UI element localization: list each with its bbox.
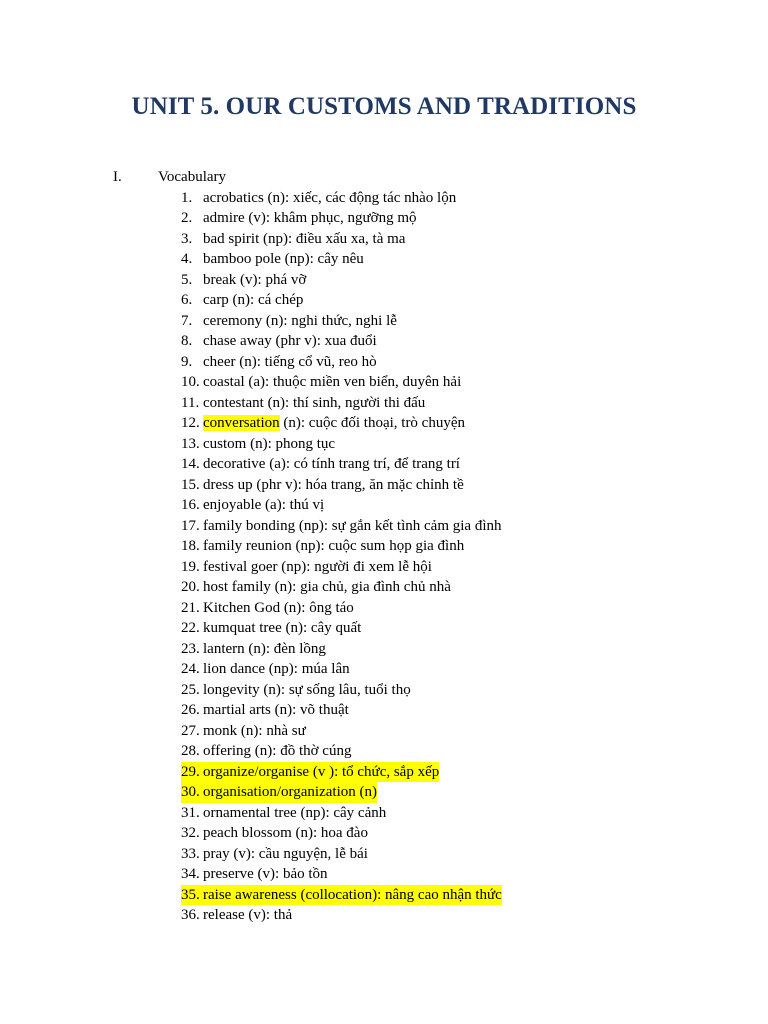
list-item-text: decorative (a): có tính trang trí, để trang trí bbox=[203, 456, 460, 472]
list-item-text: bamboo pole (np): cây nêu bbox=[203, 251, 364, 267]
list-item bbox=[0, 721, 768, 742]
section-title: Vocabulary bbox=[158, 169, 227, 185]
list-item bbox=[0, 311, 768, 332]
list-item-text: release (v): thả bbox=[203, 907, 293, 923]
list-item bbox=[0, 782, 768, 803]
list-item-number: 2. bbox=[181, 210, 193, 226]
list-item-number: 24. bbox=[181, 661, 200, 677]
list-item-text: ornamental tree (np): cây cảnh bbox=[203, 804, 387, 821]
list-item-text: monk (n): nhà sư bbox=[203, 722, 306, 739]
list-item bbox=[0, 249, 768, 270]
list-item-number: 15. bbox=[181, 476, 200, 493]
list-item bbox=[0, 680, 768, 701]
list-item-number: 3. bbox=[181, 230, 193, 247]
list-item-text: admire (v): khâm phục, ngưỡng mộ bbox=[203, 210, 417, 226]
list-item-text: kumquat tree (n): cây quất bbox=[203, 620, 362, 636]
list-item-number: 25. bbox=[181, 681, 200, 698]
list-item-number: 5. bbox=[181, 271, 193, 288]
list-item-number: 36. bbox=[181, 907, 200, 923]
list-item bbox=[0, 229, 768, 250]
list-item-text: lantern (n): đèn lồng bbox=[203, 640, 326, 657]
list-item-number: 26. bbox=[181, 702, 200, 718]
list-item-text: custom (n): phong tục bbox=[203, 435, 336, 452]
list-item-text: coastal (a): thuộc miền ven biển, duyên hải bbox=[203, 374, 462, 390]
list-item bbox=[0, 208, 768, 229]
list-item-number: 9. bbox=[181, 353, 193, 370]
list-item bbox=[0, 618, 768, 639]
list-item-text: host family (n): gia chủ, gia đình chủ nhà bbox=[203, 579, 451, 595]
list-item bbox=[0, 700, 768, 721]
list-item-number: 23. bbox=[181, 640, 200, 657]
list-item bbox=[0, 844, 768, 865]
list-item bbox=[0, 885, 768, 906]
list-item-number: 33. bbox=[181, 845, 200, 862]
list-item-number: 31. bbox=[181, 804, 200, 821]
list-item-text: Kitchen God (n): ông táo bbox=[203, 599, 354, 616]
list-item bbox=[0, 475, 768, 496]
list-item-definition: (n): cuộc đối thoại, trò chuyện bbox=[279, 415, 466, 431]
list-item bbox=[0, 762, 768, 783]
list-item-text: longevity (n): sự sống lâu, tuổi thọ bbox=[203, 681, 411, 698]
list-item bbox=[0, 495, 768, 516]
list-item bbox=[0, 454, 768, 475]
list-item-text: organize/organise (v ): tổ chức, sắp xếp bbox=[203, 762, 439, 783]
list-item-number: 18. bbox=[181, 538, 200, 554]
list-item bbox=[0, 393, 768, 414]
list-item-number: 13. bbox=[181, 435, 200, 452]
list-item-text: bad spirit (np): điều xấu xa, tà ma bbox=[203, 230, 406, 247]
list-item-number: 1. bbox=[181, 189, 193, 206]
list-item bbox=[0, 577, 768, 598]
list-item-number: 14. bbox=[181, 456, 200, 472]
list-item-number: 35. bbox=[181, 885, 204, 906]
list-item-number: 21. bbox=[181, 599, 200, 616]
list-item bbox=[0, 598, 768, 619]
list-item-number: 11. bbox=[181, 394, 200, 411]
list-item-number: 7. bbox=[181, 312, 193, 329]
list-item-text: dress up (phr v): hóa trang, ăn mặc chỉnh tề bbox=[203, 476, 464, 493]
list-item-text: carp (n): cá chép bbox=[203, 292, 304, 308]
list-item-text: acrobatics (n): xiếc, các động tác nhào lộn bbox=[203, 189, 457, 206]
list-item-text: cheer (n): tiếng cổ vũ, reo hò bbox=[203, 353, 377, 370]
list-item-text: preserve (v): bảo tồn bbox=[203, 866, 328, 882]
list-item-text: pray (v): cầu nguyện, lễ bái bbox=[203, 845, 368, 862]
list-item-number: 34. bbox=[181, 866, 200, 882]
list-item-number: 6. bbox=[181, 292, 193, 308]
list-item-number: 19. bbox=[181, 558, 200, 575]
list-item bbox=[0, 290, 768, 311]
highlighted-word: conversation bbox=[203, 415, 280, 431]
list-item bbox=[0, 516, 768, 537]
list-item-text: break (v): phá vỡ bbox=[203, 271, 307, 288]
list-item-number: 17. bbox=[181, 517, 200, 534]
list-item bbox=[0, 905, 768, 926]
list-item bbox=[0, 270, 768, 291]
list-item-number: 29. bbox=[181, 762, 204, 783]
list-item bbox=[0, 741, 768, 762]
list-item bbox=[0, 331, 768, 352]
list-item-number: 12. bbox=[181, 415, 200, 431]
list-item bbox=[0, 659, 768, 680]
vocabulary-list bbox=[0, 188, 768, 926]
list-item-text: raise awareness (collocation): nâng cao nhận thức bbox=[203, 885, 502, 906]
list-item-text: organisation/organization (n) bbox=[203, 782, 377, 803]
list-item bbox=[0, 823, 768, 844]
list-item-number: 22. bbox=[181, 620, 200, 636]
list-item-text: family bonding (np): sự gắn kết tình cảm gia đình bbox=[203, 517, 502, 534]
list-item-number: 10. bbox=[181, 374, 200, 390]
list-item bbox=[0, 352, 768, 373]
list-item-number: 32. bbox=[181, 825, 200, 841]
list-item-text bbox=[203, 413, 465, 434]
list-item-text: contestant (n): thí sinh, người thi đấu bbox=[203, 394, 426, 411]
list-item-text: family reunion (np): cuộc sum họp gia đình bbox=[203, 538, 465, 554]
list-item bbox=[0, 434, 768, 455]
list-item-text: lion dance (np): múa lân bbox=[203, 661, 350, 677]
section-number: I. bbox=[113, 169, 122, 185]
list-item-text: peach blossom (n): hoa đào bbox=[203, 825, 368, 841]
list-item-number: 28. bbox=[181, 743, 200, 759]
list-item-number: 16. bbox=[181, 497, 200, 513]
list-item-text: offering (n): đồ thờ cúng bbox=[203, 743, 352, 759]
list-item bbox=[0, 803, 768, 824]
list-item-number: 27. bbox=[181, 722, 200, 739]
list-item bbox=[0, 639, 768, 660]
list-item bbox=[0, 864, 768, 885]
list-item-text: martial arts (n): võ thuật bbox=[203, 702, 349, 718]
page-title: UNIT 5. OUR CUSTOMS AND TRADITIONS bbox=[131, 93, 637, 120]
list-item bbox=[0, 188, 768, 209]
list-item-text: festival goer (np): người đi xem lễ hội bbox=[203, 558, 432, 575]
list-item-text: ceremony (n): nghi thức, nghi lễ bbox=[203, 312, 397, 329]
list-item-number: 20. bbox=[181, 579, 200, 595]
list-item bbox=[0, 557, 768, 578]
list-item-text: chase away (phr v): xua đuổi bbox=[203, 333, 377, 349]
list-item-text: enjoyable (a): thú vị bbox=[203, 497, 325, 513]
list-item-number: 8. bbox=[181, 333, 193, 349]
list-item bbox=[0, 536, 768, 557]
list-item-number: 30. bbox=[181, 782, 204, 803]
list-item bbox=[0, 372, 768, 393]
list-item-number: 4. bbox=[181, 251, 193, 267]
list-item bbox=[0, 413, 768, 434]
